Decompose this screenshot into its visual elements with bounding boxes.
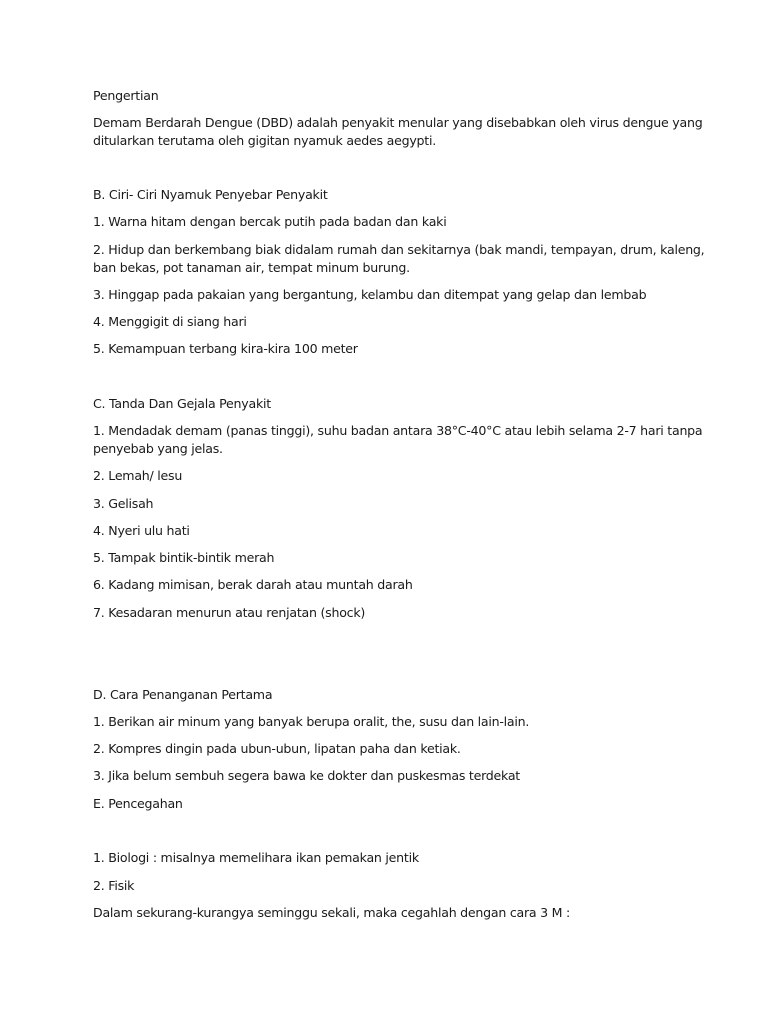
list-item: 2. Fisik	[93, 878, 135, 893]
section-b-heading: B. Ciri- Ciri Nyamuk Penyebar Penyakit	[93, 187, 328, 202]
list-item: 6. Kadang mimisan, berak darah atau muntah darah	[93, 577, 413, 592]
list-item: 4. Nyeri ulu hati	[93, 523, 190, 538]
list-item: 3. Gelisah	[93, 496, 154, 511]
definition-line: Demam Berdarah Dengue (DBD) adalah penyakit menular yang disebabkan oleh virus dengue yang	[93, 115, 703, 130]
list-item: penyebab yang jelas.	[93, 441, 223, 456]
section-d-heading: D. Cara Penanganan Pertama	[93, 687, 273, 702]
list-item: 5. Kemampuan terbang kira-kira 100 meter	[93, 341, 358, 356]
list-item: 5. Tampak bintik-bintik merah	[93, 550, 275, 565]
list-item: 1. Berikan air minum yang banyak berupa oralit, the, susu dan lain-lain.	[93, 714, 530, 729]
section-c-heading: C. Tanda Dan Gejala Penyakit	[93, 396, 271, 411]
list-item: 1. Warna hitam dengan bercak putih pada badan dan kaki	[93, 214, 447, 229]
list-item: 3. Jika belum sembuh segera bawa ke dokter dan puskesmas terdekat	[93, 768, 520, 783]
list-item: Dalam sekurang-kurangya seminggu sekali, maka cegahlah dengan cara 3 M :	[93, 905, 571, 920]
list-item: 4. Menggigit di siang hari	[93, 314, 247, 329]
list-item: 2. Hidup dan berkembang biak didalam rumah dan sekitarnya (bak mandi, tempayan, drum, kaleng,	[93, 242, 705, 257]
section-e-heading: E. Pencegahan	[93, 796, 183, 811]
list-item: 2. Lemah/ lesu	[93, 468, 183, 483]
page-title: Pengertian	[93, 88, 159, 103]
list-item: 7. Kesadaran menurun atau renjatan (shock)	[93, 605, 366, 620]
list-item: 1. Mendadak demam (panas tinggi), suhu badan antara 38°C-40°C atau lebih selama 2-7 hari tanpa	[93, 423, 703, 438]
list-item: ban bekas, pot tanaman air, tempat minum burung.	[93, 260, 410, 275]
list-item: 2. Kompres dingin pada ubun-ubun, lipatan paha dan ketiak.	[93, 741, 461, 756]
list-item: 1. Biologi : misalnya memelihara ikan pemakan jentik	[93, 850, 419, 865]
list-item: 3. Hinggap pada pakaian yang bergantung, kelambu dan ditempat yang gelap dan lembab	[93, 287, 647, 302]
definition-line: ditularkan terutama oleh gigitan nyamuk aedes aegypti.	[93, 133, 436, 148]
